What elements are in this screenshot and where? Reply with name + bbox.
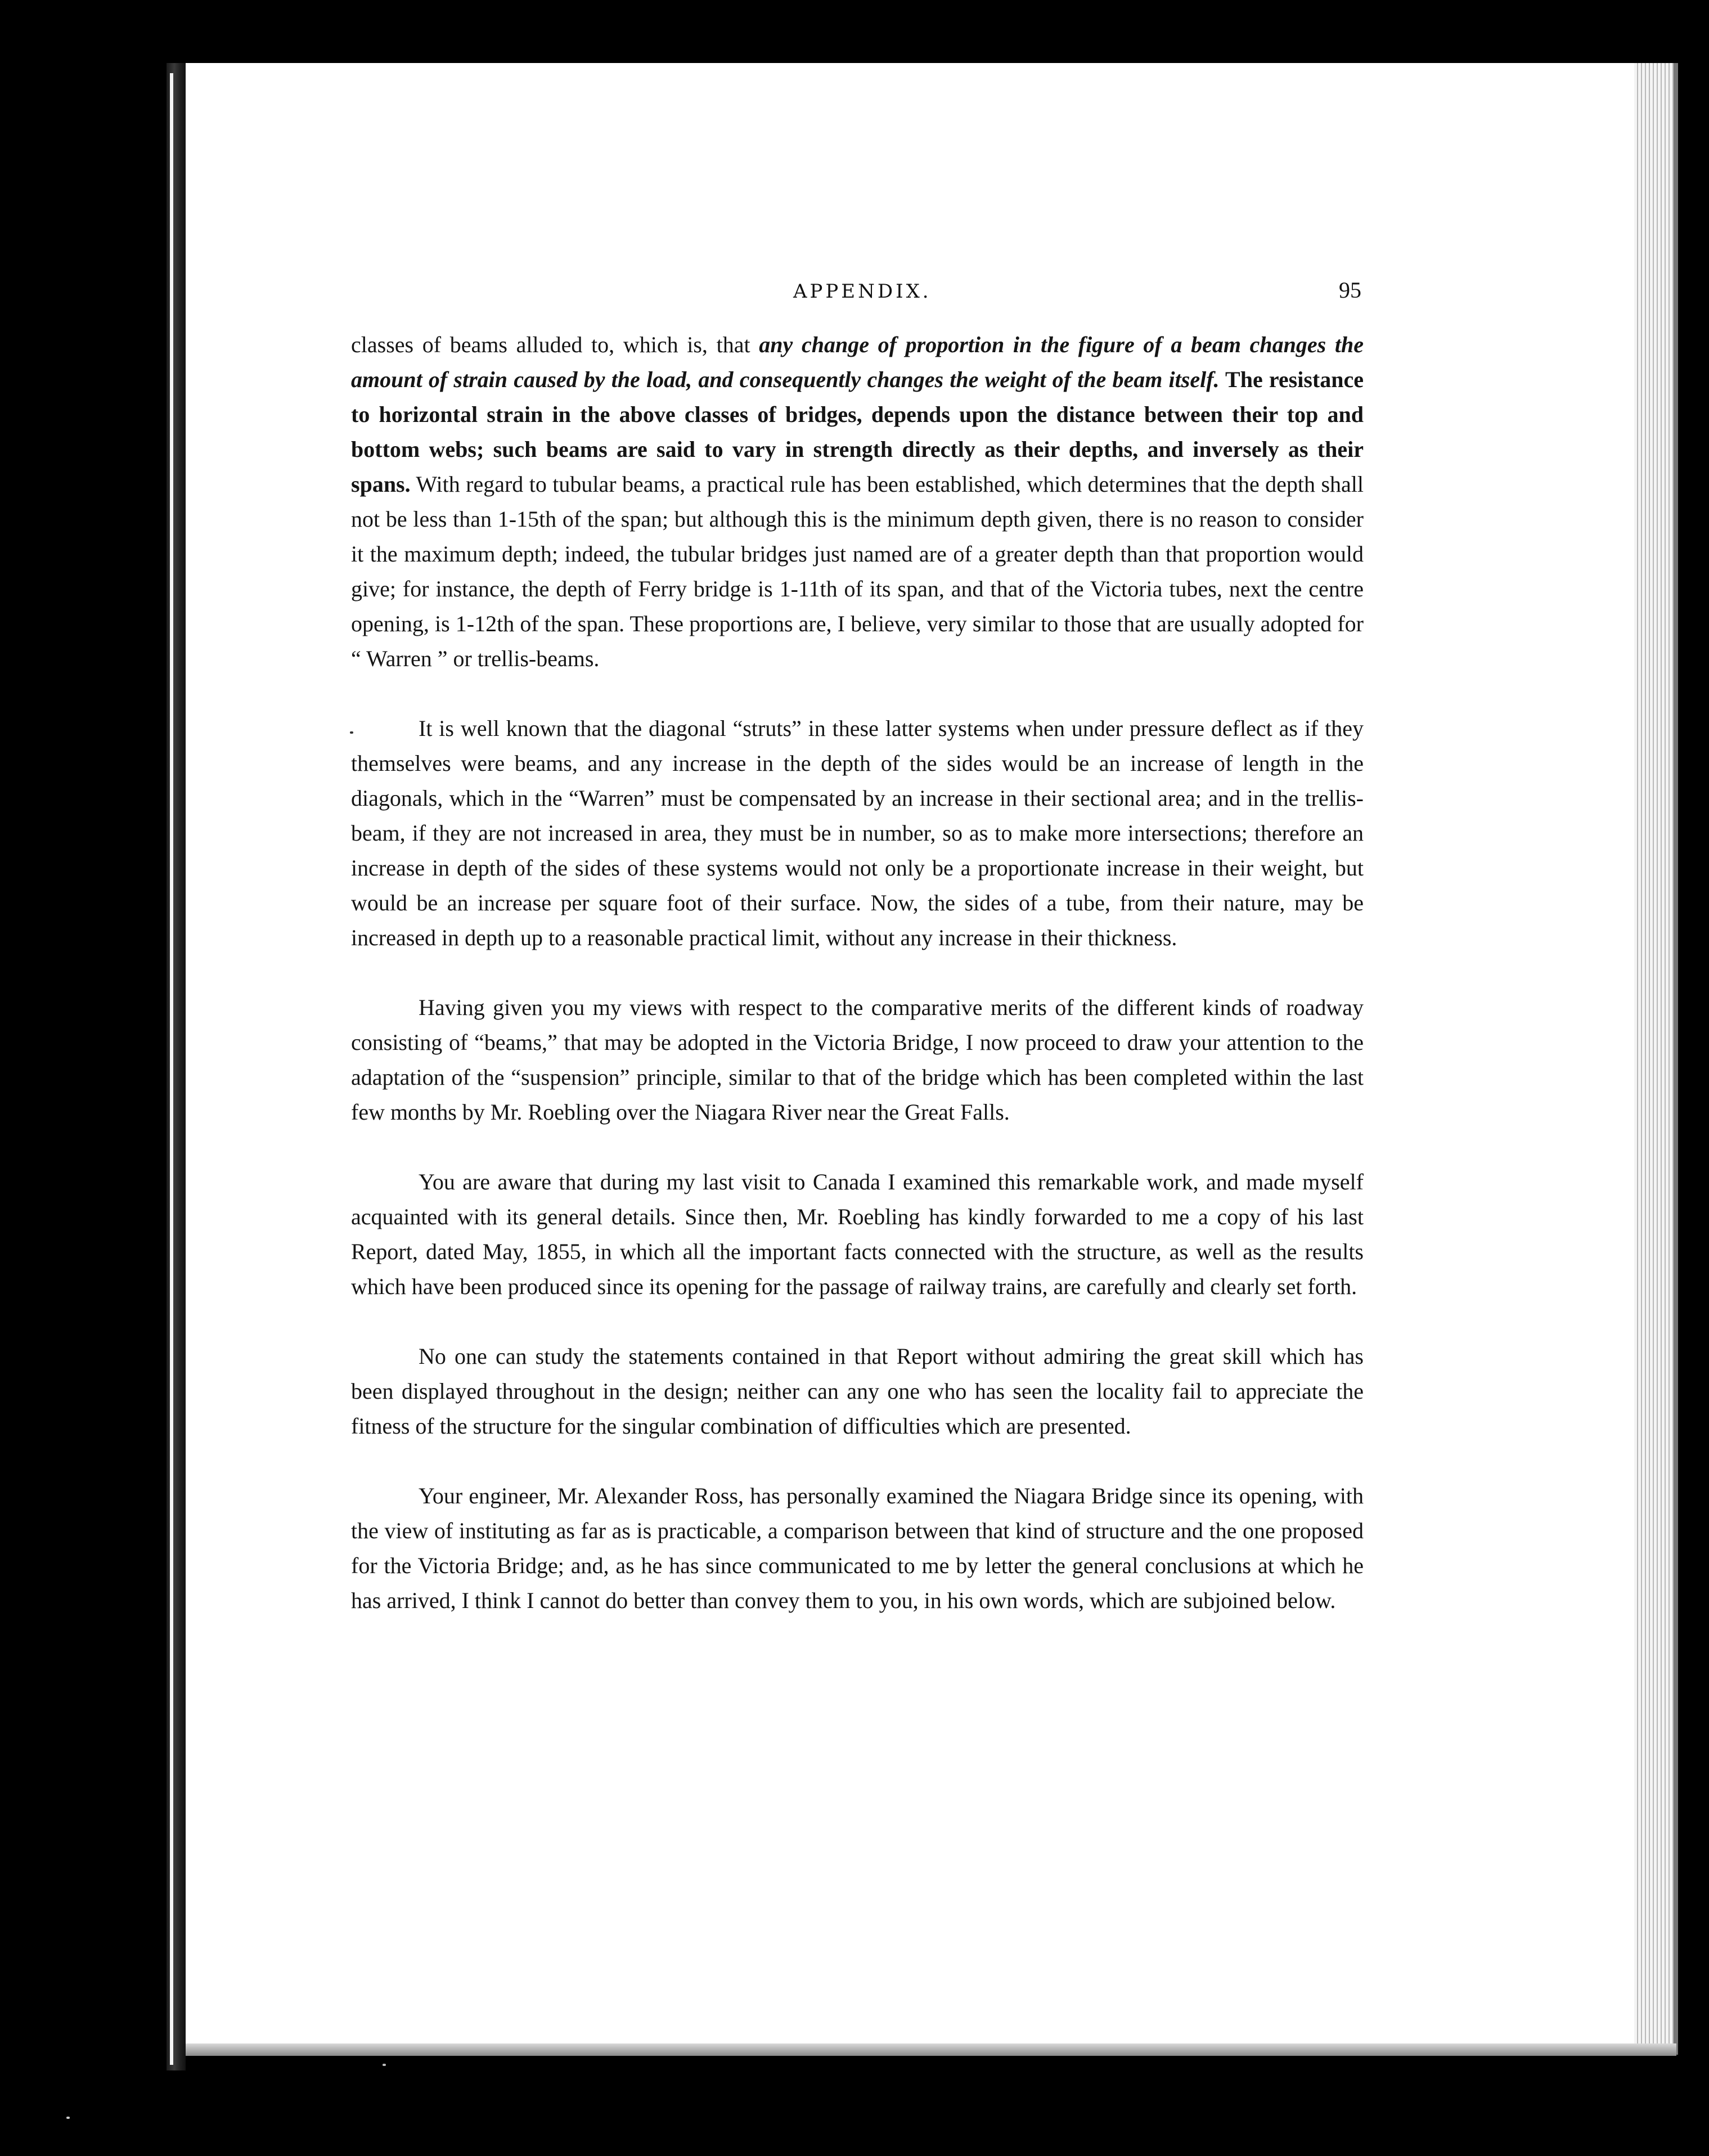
paragraph-1-bold-tail: The resistance to horizontal strain in the above classes of bridges, depends upon the distance between their top and bottom webs; such beams are said to vary in strength directly as their depths, and inversely as their spans. [351, 367, 1364, 497]
paragraph-4: You are aware that during my last visit to Canada I examined this remarkable work, and made myself acquainted with its general details. Since then, Mr. Roebling has kindly forwarded to me a copy of his last Report, dated May, 1855, in which all the important facts connected with the structure, as well as the results which have been produced since its opening for the passage of railway trains, are carefully and clearly set forth. [351, 1169, 1364, 1299]
page-number: 95 [1339, 277, 1361, 303]
paragraph-1 [351, 327, 1364, 676]
right-page-edges [1634, 63, 1674, 2055]
running-header-title: APPENDIX. [793, 280, 932, 303]
paragraph-1-tail: With regard to tubular beams, a practical rule has been established, which determines that the depth shall not be less than 1-15th of the span; but although this is the minimum depth given, there is no reason to consider it the maximum depth; indeed, the tubular bridges just named are of a greater depth than that proportion would give; for instance, the depth of Ferry bridge is 1-11th of its span, and that of the Victoria tubes, next the centre opening, is 1-12th of the span. These proportions are, I believe, very similar to those that are usually adopted for “ Warren ” or trellis-beams. [351, 471, 1364, 671]
left-page-edge-highlight [170, 73, 173, 2065]
right-page-shadow [1674, 63, 1678, 2055]
scan-speck [66, 2117, 70, 2119]
paragraph-3: Having given you my views with respect to the comparative merits of the different kinds of roadway consisting of “beams,” that may be adopted in the Victoria Bridge, I now proceed to draw your attention to the adaptation of the “suspension” principle, similar to that of the bridge which has been completed within the last few months by Mr. Roebling over the Niagara River near the Great Falls. [351, 995, 1364, 1125]
bottom-page-edge [186, 2043, 1676, 2056]
paragraph-1-emphasis: any change of proportion in the figure of a beam changes the amount of strain caused by the load, and consequently changes the weight of the beam itself. [351, 332, 1364, 392]
scan-speck [350, 731, 353, 734]
paragraph-5: No one can study the statements contained in that Report without admiring the great skill which has been displayed throughout in the design; neither can any one who has seen the locality fail to appreciate the fitness of the structure for the singular combination of difficulties which are presented. [351, 1344, 1364, 1439]
paragraph-2: It is well known that the diagonal “struts” in these latter systems when under pressure deflect as if they themselves were beams, and any increase in the depth of the sides would be an increase of length in the diagonals, which in the “Warren” must be compensated by an increase in their sectional area; and in the trellis-beam, if they are not increased in area, they must be in number, so as to make more intersections; therefore an increase in depth of the sides of these systems would not only be a proportionate increase in their weight, but would be an increase per square foot of their surface. Now, the sides of a tube, from their nature, may be increased in depth up to a reasonable practical limit, without any increase in their thickness. [351, 716, 1364, 950]
paragraph-6: Your engineer, Mr. Alexander Ross, has personally examined the Niagara Bridge since its opening, with the view of instituting as far as is practicable, a comparison between that kind of structure and the one proposed for the Victoria Bridge; and, as he has since communicated to me by letter the general conclusions at which he has arrived, I think I cannot do better than convey them to you, in his own words, which are subjoined below. [351, 1483, 1364, 1613]
scan-speck [383, 2064, 386, 2066]
paragraph-1-lead: classes of beams alluded to, which is, that [351, 332, 759, 357]
running-header [349, 277, 1361, 314]
body-text [351, 327, 1364, 1653]
